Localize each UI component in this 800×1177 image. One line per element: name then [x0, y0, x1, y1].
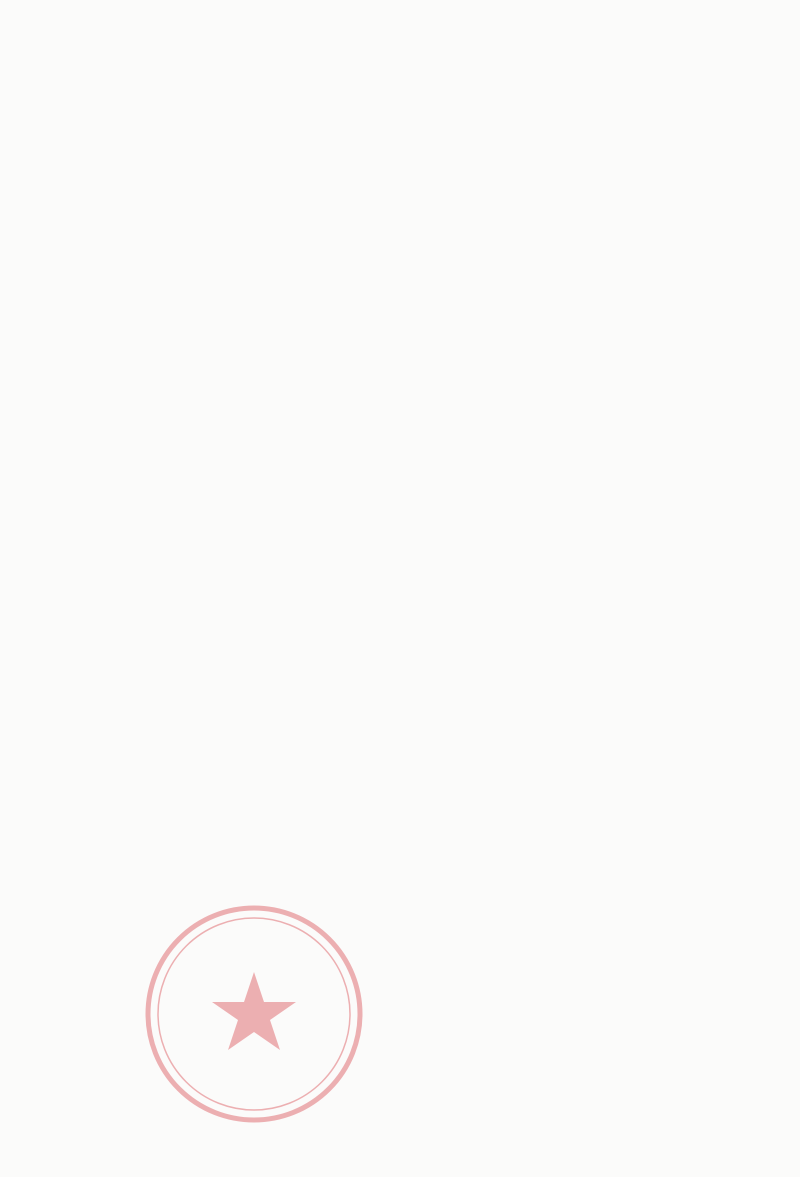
- section-2-heading: [102, 515, 132, 541]
- official-seal-stamp: [138, 898, 370, 1130]
- section-1-heading: [102, 432, 132, 458]
- subsection-1-line-1: [102, 557, 138, 583]
- subsection-2-heading: [102, 680, 138, 706]
